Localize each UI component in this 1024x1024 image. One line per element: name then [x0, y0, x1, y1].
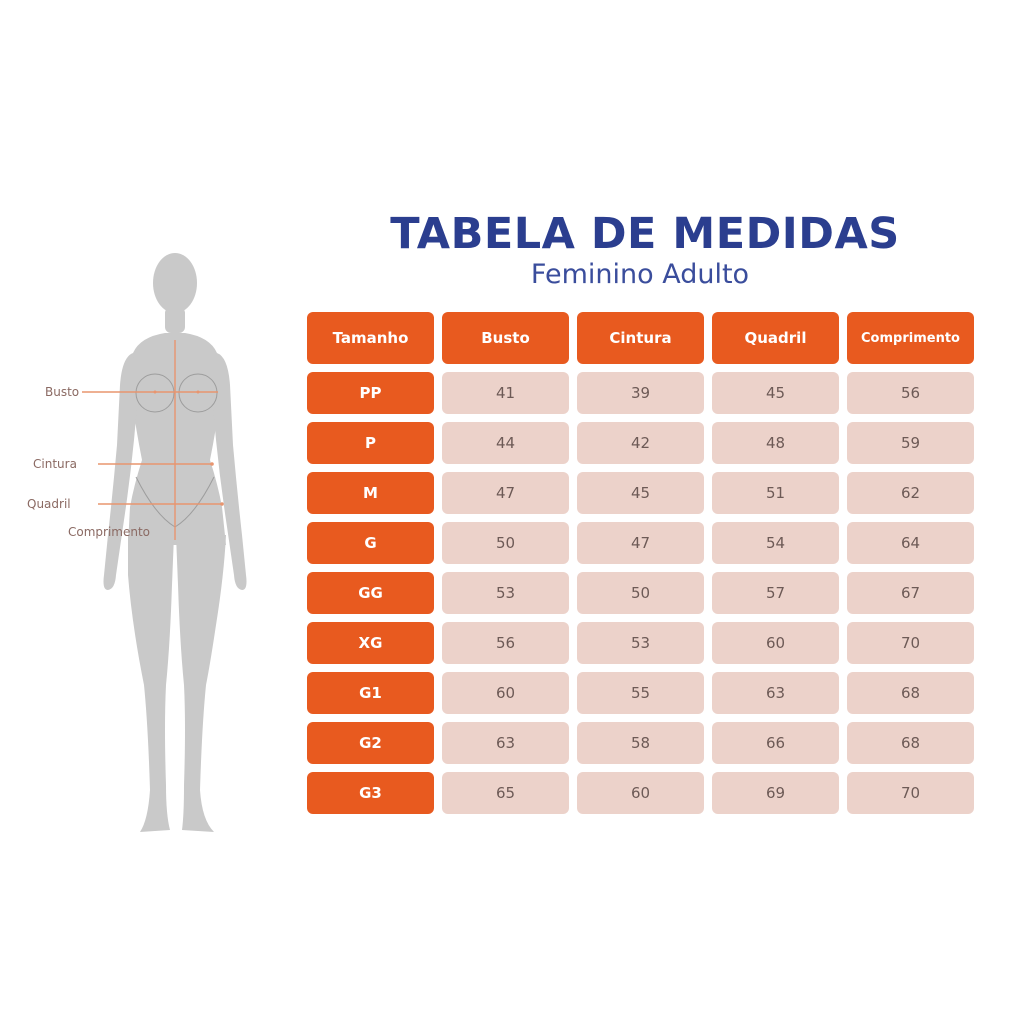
busto-cell: 65	[442, 772, 569, 814]
cintura-cell: 60	[577, 772, 704, 814]
quadril-cell: 66	[712, 722, 839, 764]
cintura-cell: 47	[577, 522, 704, 564]
size-cell: G3	[307, 772, 434, 814]
size-cell: G2	[307, 722, 434, 764]
cintura-cell: 53	[577, 622, 704, 664]
size-table	[307, 312, 974, 814]
quadril-cell: 54	[712, 522, 839, 564]
cintura-cell: 45	[577, 472, 704, 514]
cintura-cell: 50	[577, 572, 704, 614]
busto-cell: 41	[442, 372, 569, 414]
size-cell: M	[307, 472, 434, 514]
comprimento-cell: 56	[847, 372, 974, 414]
quadril-cell: 63	[712, 672, 839, 714]
quadril-cell: 57	[712, 572, 839, 614]
comprimento-cell: 68	[847, 722, 974, 764]
measure-label-quadril: Quadril	[27, 497, 71, 511]
comprimento-cell: 64	[847, 522, 974, 564]
body-figure-illustration	[20, 245, 270, 845]
header-quadril: Quadril	[712, 312, 839, 364]
busto-cell: 50	[442, 522, 569, 564]
cintura-cell: 39	[577, 372, 704, 414]
cintura-cell: 55	[577, 672, 704, 714]
header-cintura: Cintura	[577, 312, 704, 364]
quadril-cell: 45	[712, 372, 839, 414]
quadril-cell: 60	[712, 622, 839, 664]
size-cell: P	[307, 422, 434, 464]
comprimento-cell: 67	[847, 572, 974, 614]
size-cell: G1	[307, 672, 434, 714]
measure-label-cintura: Cintura	[33, 457, 77, 471]
comprimento-cell: 70	[847, 622, 974, 664]
quadril-cell: 51	[712, 472, 839, 514]
busto-cell: 60	[442, 672, 569, 714]
comprimento-cell: 62	[847, 472, 974, 514]
size-cell: XG	[307, 622, 434, 664]
size-cell: G	[307, 522, 434, 564]
comprimento-cell: 59	[847, 422, 974, 464]
comprimento-cell: 70	[847, 772, 974, 814]
cintura-cell: 42	[577, 422, 704, 464]
busto-cell: 63	[442, 722, 569, 764]
measure-label-busto: Busto	[45, 385, 80, 399]
header-busto: Busto	[442, 312, 569, 364]
busto-cell: 47	[442, 472, 569, 514]
busto-cell: 44	[442, 422, 569, 464]
header-comprimento: Comprimento	[847, 312, 974, 364]
page-title: TABELA DE MEDIDAS	[390, 209, 900, 259]
quadril-cell: 48	[712, 422, 839, 464]
busto-cell: 53	[442, 572, 569, 614]
page-subtitle: Feminino Adulto	[530, 259, 750, 290]
busto-cell: 56	[442, 622, 569, 664]
cintura-cell: 58	[577, 722, 704, 764]
quadril-cell: 69	[712, 772, 839, 814]
size-cell: PP	[307, 372, 434, 414]
size-cell: GG	[307, 572, 434, 614]
comprimento-cell: 68	[847, 672, 974, 714]
measure-label-comprimento: Comprimento	[68, 525, 151, 539]
header-tamanho: Tamanho	[307, 312, 434, 364]
